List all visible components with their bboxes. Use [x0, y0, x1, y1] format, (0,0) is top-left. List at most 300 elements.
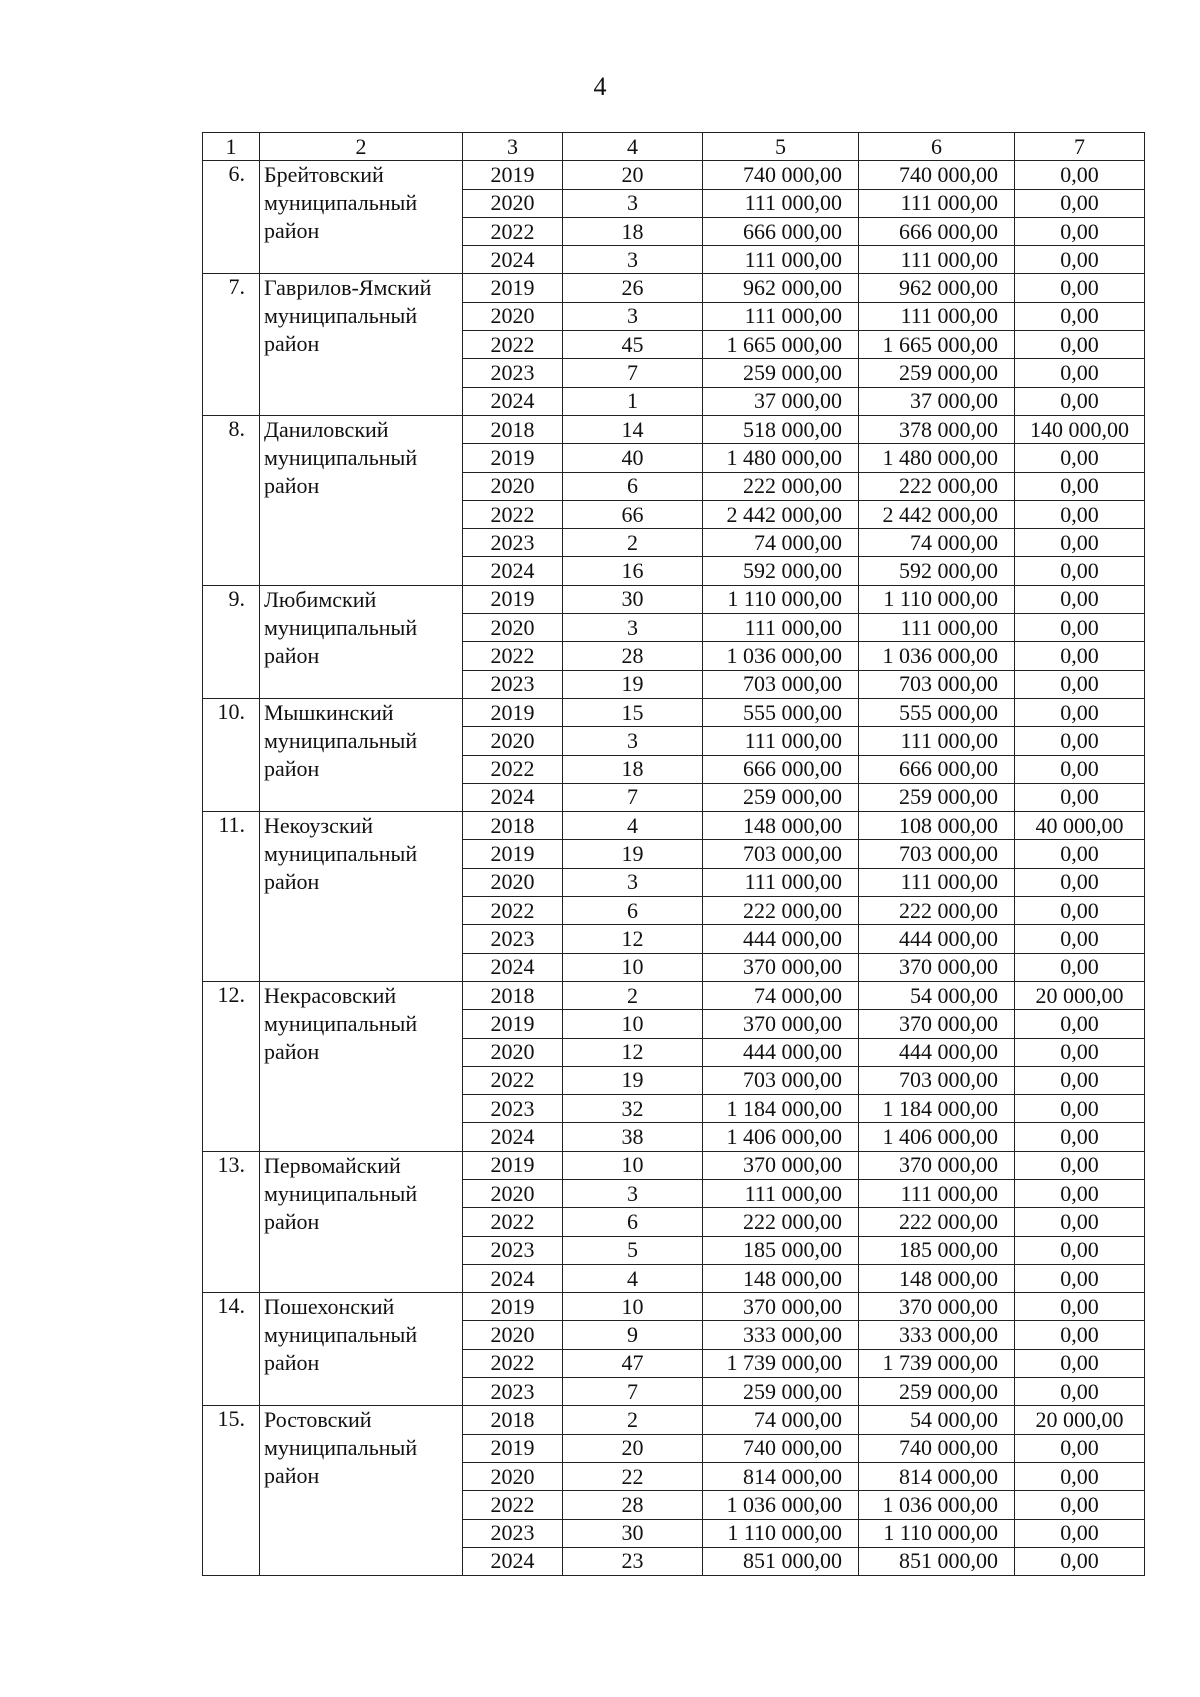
remainder-cell: 0,00	[1015, 500, 1145, 528]
year-cell: 2018	[463, 1406, 563, 1434]
amount-cell: 962 000,00	[859, 274, 1015, 302]
amount-cell: 444 000,00	[859, 925, 1015, 953]
amount-cell: 111 000,00	[859, 1179, 1015, 1207]
page-number: 4	[593, 72, 607, 101]
remainder-cell: 0,00	[1015, 529, 1145, 557]
year-cell: 2020	[463, 1038, 563, 1066]
count-cell: 3	[563, 727, 703, 755]
remainder-cell: 20 000,00	[1015, 981, 1145, 1009]
year-cell: 2023	[463, 359, 563, 387]
amount-cell: 666 000,00	[703, 217, 859, 245]
row-number: 14.	[203, 1293, 260, 1406]
remainder-cell: 0,00	[1015, 953, 1145, 981]
year-cell: 2022	[463, 642, 563, 670]
year-cell: 2023	[463, 1519, 563, 1547]
amount-cell: 444 000,00	[859, 1038, 1015, 1066]
count-cell: 45	[563, 331, 703, 359]
count-cell: 10	[563, 1293, 703, 1321]
year-cell: 2022	[463, 1349, 563, 1377]
remainder-cell: 140 000,00	[1015, 415, 1145, 443]
amount-cell: 851 000,00	[703, 1547, 859, 1575]
remainder-cell: 0,00	[1015, 755, 1145, 783]
amount-cell: 703 000,00	[703, 840, 859, 868]
year-cell: 2020	[463, 189, 563, 217]
district-name-line: район	[264, 1038, 320, 1064]
year-cell: 2019	[463, 1434, 563, 1462]
count-cell: 28	[563, 1491, 703, 1519]
amount-cell: 1 110 000,00	[859, 585, 1015, 613]
remainder-cell: 0,00	[1015, 1095, 1145, 1123]
row-number: 11.	[203, 812, 260, 982]
remainder-cell: 0,00	[1015, 444, 1145, 472]
table-row	[203, 274, 1145, 302]
year-cell: 2020	[463, 614, 563, 642]
amount-cell: 1 406 000,00	[859, 1123, 1015, 1151]
amount-cell: 444 000,00	[703, 1038, 859, 1066]
remainder-cell: 0,00	[1015, 1123, 1145, 1151]
count-cell: 7	[563, 1378, 703, 1406]
amount-cell: 111 000,00	[703, 727, 859, 755]
district-name-line: Гаврилов-Ямский	[264, 275, 432, 301]
amount-cell: 185 000,00	[859, 1236, 1015, 1264]
amount-cell: 703 000,00	[859, 670, 1015, 698]
amount-cell: 370 000,00	[703, 1151, 859, 1179]
amount-cell: 1 739 000,00	[703, 1349, 859, 1377]
count-cell: 6	[563, 897, 703, 925]
column-header: 6	[859, 133, 1015, 161]
count-cell: 7	[563, 359, 703, 387]
count-cell: 5	[563, 1236, 703, 1264]
district-name-line: район	[264, 755, 320, 781]
count-cell: 2	[563, 1406, 703, 1434]
count-cell: 19	[563, 840, 703, 868]
district-name	[260, 585, 463, 698]
amount-cell: 666 000,00	[859, 755, 1015, 783]
amount-cell: 111 000,00	[859, 614, 1015, 642]
count-cell: 6	[563, 472, 703, 500]
remainder-cell: 0,00	[1015, 925, 1145, 953]
remainder-cell: 0,00	[1015, 217, 1145, 245]
year-cell: 2024	[463, 387, 563, 415]
count-cell: 2	[563, 981, 703, 1009]
amount-cell: 1 665 000,00	[703, 331, 859, 359]
amount-cell: 111 000,00	[703, 246, 859, 274]
year-cell: 2019	[463, 840, 563, 868]
district-name-line: район	[264, 1208, 320, 1234]
amount-cell: 666 000,00	[859, 217, 1015, 245]
count-cell: 3	[563, 246, 703, 274]
amount-cell: 259 000,00	[859, 783, 1015, 811]
remainder-cell: 0,00	[1015, 1519, 1145, 1547]
count-cell: 16	[563, 557, 703, 585]
year-cell: 2022	[463, 1066, 563, 1094]
header-row	[203, 133, 1145, 161]
count-cell: 3	[563, 189, 703, 217]
amount-cell: 2 442 000,00	[859, 500, 1015, 528]
row-number: 15.	[203, 1406, 260, 1576]
amount-cell: 1 036 000,00	[703, 642, 859, 670]
amount-cell: 111 000,00	[859, 246, 1015, 274]
remainder-cell: 0,00	[1015, 670, 1145, 698]
amount-cell: 111 000,00	[859, 868, 1015, 896]
district-name	[260, 274, 463, 415]
year-cell: 2022	[463, 217, 563, 245]
count-cell: 2	[563, 529, 703, 557]
district-name-line: муниципальный	[264, 1180, 418, 1206]
district-name-line: район	[264, 642, 320, 668]
count-cell: 1	[563, 387, 703, 415]
count-cell: 30	[563, 585, 703, 613]
amount-cell: 378 000,00	[859, 415, 1015, 443]
year-cell: 2024	[463, 1123, 563, 1151]
district-name	[260, 698, 463, 811]
remainder-cell: 0,00	[1015, 1434, 1145, 1462]
amount-cell: 1 036 000,00	[859, 1491, 1015, 1519]
remainder-cell: 0,00	[1015, 472, 1145, 500]
count-cell: 12	[563, 1038, 703, 1066]
remainder-cell: 0,00	[1015, 1293, 1145, 1321]
year-cell: 2019	[463, 698, 563, 726]
remainder-cell: 0,00	[1015, 1264, 1145, 1292]
remainder-cell: 0,00	[1015, 1547, 1145, 1575]
amount-cell: 222 000,00	[703, 1208, 859, 1236]
count-cell: 15	[563, 698, 703, 726]
count-cell: 12	[563, 925, 703, 953]
year-cell: 2023	[463, 529, 563, 557]
table-row	[203, 1293, 1145, 1321]
row-number: 12.	[203, 981, 260, 1151]
remainder-cell: 0,00	[1015, 585, 1145, 613]
table-row	[203, 585, 1145, 613]
table-row	[203, 415, 1145, 443]
amount-cell: 111 000,00	[703, 614, 859, 642]
amount-cell: 148 000,00	[859, 1264, 1015, 1292]
amount-cell: 1 036 000,00	[859, 642, 1015, 670]
district-name-line: Брейтовский	[264, 162, 384, 188]
amount-cell: 54 000,00	[859, 981, 1015, 1009]
column-header: 2	[260, 133, 463, 161]
amount-cell: 1 480 000,00	[859, 444, 1015, 472]
count-cell: 10	[563, 953, 703, 981]
row-number: 8.	[203, 415, 260, 585]
remainder-cell: 0,00	[1015, 1462, 1145, 1490]
district-name	[260, 415, 463, 585]
district-name	[260, 1293, 463, 1406]
amount-cell: 962 000,00	[703, 274, 859, 302]
amount-cell: 1 110 000,00	[703, 1519, 859, 1547]
remainder-cell: 0,00	[1015, 1066, 1145, 1094]
remainder-cell: 0,00	[1015, 1010, 1145, 1038]
amount-cell: 222 000,00	[859, 472, 1015, 500]
amount-cell: 1 665 000,00	[859, 331, 1015, 359]
year-cell: 2022	[463, 1491, 563, 1519]
amount-cell: 74 000,00	[703, 1406, 859, 1434]
data-table	[202, 132, 1145, 1576]
amount-cell: 666 000,00	[703, 755, 859, 783]
year-cell: 2020	[463, 1462, 563, 1490]
count-cell: 10	[563, 1010, 703, 1038]
amount-cell: 703 000,00	[703, 670, 859, 698]
year-cell: 2022	[463, 331, 563, 359]
district-name-line: муниципальный	[264, 614, 418, 640]
district-name-line: Первомайский	[264, 1152, 401, 1178]
year-cell: 2019	[463, 274, 563, 302]
amount-cell: 2 442 000,00	[703, 500, 859, 528]
count-cell: 40	[563, 444, 703, 472]
amount-cell: 1 406 000,00	[703, 1123, 859, 1151]
year-cell: 2024	[463, 1547, 563, 1575]
table-row	[203, 1406, 1145, 1434]
year-cell: 2020	[463, 868, 563, 896]
count-cell: 14	[563, 415, 703, 443]
amount-cell: 54 000,00	[859, 1406, 1015, 1434]
amount-cell: 37 000,00	[703, 387, 859, 415]
amount-cell: 111 000,00	[703, 302, 859, 330]
district-name-line: Пошехонский	[264, 1294, 395, 1320]
district-name-line: район	[264, 218, 320, 244]
amount-cell: 370 000,00	[859, 1010, 1015, 1038]
year-cell: 2018	[463, 981, 563, 1009]
year-cell: 2024	[463, 557, 563, 585]
amount-cell: 1 480 000,00	[703, 444, 859, 472]
district-name-line: муниципальный	[264, 303, 418, 329]
district-name-line: муниципальный	[264, 1010, 418, 1036]
amount-cell: 111 000,00	[703, 868, 859, 896]
row-number: 10.	[203, 698, 260, 811]
year-cell: 2023	[463, 1236, 563, 1264]
district-name	[260, 1406, 463, 1576]
amount-cell: 1 110 000,00	[859, 1519, 1015, 1547]
district-name-line: район	[264, 472, 320, 498]
count-cell: 7	[563, 783, 703, 811]
district-name-line: Даниловский	[264, 416, 389, 442]
year-cell: 2023	[463, 1095, 563, 1123]
remainder-cell: 0,00	[1015, 868, 1145, 896]
count-cell: 9	[563, 1321, 703, 1349]
count-cell: 22	[563, 1462, 703, 1490]
remainder-cell: 0,00	[1015, 1038, 1145, 1066]
amount-cell: 222 000,00	[703, 897, 859, 925]
remainder-cell: 0,00	[1015, 331, 1145, 359]
amount-cell: 370 000,00	[859, 953, 1015, 981]
count-cell: 38	[563, 1123, 703, 1151]
year-cell: 2018	[463, 812, 563, 840]
count-cell: 19	[563, 1066, 703, 1094]
year-cell: 2022	[463, 897, 563, 925]
remainder-cell: 0,00	[1015, 387, 1145, 415]
year-cell: 2020	[463, 1179, 563, 1207]
amount-cell: 148 000,00	[703, 1264, 859, 1292]
district-name	[260, 161, 463, 274]
amount-cell: 592 000,00	[703, 557, 859, 585]
district-name-line: Ростовский	[264, 1407, 372, 1433]
count-cell: 66	[563, 500, 703, 528]
count-cell: 18	[563, 755, 703, 783]
count-cell: 3	[563, 1179, 703, 1207]
amount-cell: 370 000,00	[703, 1010, 859, 1038]
amount-cell: 444 000,00	[703, 925, 859, 953]
remainder-cell: 0,00	[1015, 698, 1145, 726]
year-cell: 2022	[463, 755, 563, 783]
amount-cell: 1 036 000,00	[703, 1491, 859, 1519]
table-row	[203, 1151, 1145, 1179]
amount-cell: 148 000,00	[703, 812, 859, 840]
district-name-line: район	[264, 331, 320, 357]
district-name-line: муниципальный	[264, 1322, 418, 1348]
amount-cell: 703 000,00	[859, 840, 1015, 868]
year-cell: 2024	[463, 246, 563, 274]
amount-cell: 222 000,00	[703, 472, 859, 500]
amount-cell: 814 000,00	[859, 1462, 1015, 1490]
amount-cell: 370 000,00	[859, 1293, 1015, 1321]
amount-cell: 703 000,00	[859, 1066, 1015, 1094]
district-name-line: Мышкинский	[264, 699, 394, 725]
year-cell: 2020	[463, 727, 563, 755]
amount-cell: 259 000,00	[859, 1378, 1015, 1406]
count-cell: 19	[563, 670, 703, 698]
remainder-cell: 0,00	[1015, 557, 1145, 585]
amount-cell: 1 110 000,00	[703, 585, 859, 613]
district-name-line: муниципальный	[264, 1435, 418, 1461]
amount-cell: 814 000,00	[703, 1462, 859, 1490]
amount-cell: 740 000,00	[859, 1434, 1015, 1462]
column-header: 7	[1015, 133, 1145, 161]
year-cell: 2024	[463, 1264, 563, 1292]
amount-cell: 518 000,00	[703, 415, 859, 443]
district-name-line: район	[264, 1350, 320, 1376]
district-name-line: муниципальный	[264, 444, 418, 470]
amount-cell: 740 000,00	[703, 1434, 859, 1462]
remainder-cell: 0,00	[1015, 1179, 1145, 1207]
year-cell: 2020	[463, 472, 563, 500]
count-cell: 20	[563, 1434, 703, 1462]
year-cell: 2022	[463, 500, 563, 528]
amount-cell: 259 000,00	[703, 359, 859, 387]
remainder-cell: 0,00	[1015, 274, 1145, 302]
year-cell: 2023	[463, 1378, 563, 1406]
count-cell: 32	[563, 1095, 703, 1123]
amount-cell: 111 000,00	[859, 189, 1015, 217]
remainder-cell: 0,00	[1015, 1378, 1145, 1406]
district-name	[260, 812, 463, 982]
amount-cell: 74 000,00	[859, 529, 1015, 557]
remainder-cell: 0,00	[1015, 246, 1145, 274]
remainder-cell: 0,00	[1015, 642, 1145, 670]
district-name-line: муниципальный	[264, 841, 418, 867]
remainder-cell: 0,00	[1015, 161, 1145, 189]
remainder-cell: 0,00	[1015, 897, 1145, 925]
amount-cell: 74 000,00	[703, 981, 859, 1009]
column-header: 5	[703, 133, 859, 161]
year-cell: 2018	[463, 415, 563, 443]
count-cell: 30	[563, 1519, 703, 1547]
year-cell: 2024	[463, 953, 563, 981]
remainder-cell: 0,00	[1015, 1151, 1145, 1179]
amount-cell: 740 000,00	[703, 161, 859, 189]
amount-cell: 259 000,00	[859, 359, 1015, 387]
amount-cell: 1 739 000,00	[859, 1349, 1015, 1377]
count-cell: 4	[563, 812, 703, 840]
remainder-cell: 0,00	[1015, 1321, 1145, 1349]
district-name-line: Любимский	[264, 586, 377, 612]
year-cell: 2022	[463, 1208, 563, 1236]
year-cell: 2023	[463, 670, 563, 698]
remainder-cell: 0,00	[1015, 727, 1145, 755]
district-name-line: Некоузский	[264, 813, 374, 839]
row-number: 9.	[203, 585, 260, 698]
amount-cell: 111 000,00	[859, 727, 1015, 755]
remainder-cell: 0,00	[1015, 1236, 1145, 1264]
amount-cell: 185 000,00	[703, 1236, 859, 1264]
year-cell: 2019	[463, 444, 563, 472]
remainder-cell: 20 000,00	[1015, 1406, 1145, 1434]
remainder-cell: 0,00	[1015, 1208, 1145, 1236]
amount-cell: 111 000,00	[703, 1179, 859, 1207]
amount-cell: 333 000,00	[859, 1321, 1015, 1349]
amount-cell: 555 000,00	[703, 698, 859, 726]
remainder-cell: 0,00	[1015, 189, 1145, 217]
year-cell: 2019	[463, 1010, 563, 1038]
district-name-line: муниципальный	[264, 727, 418, 753]
year-cell: 2019	[463, 585, 563, 613]
count-cell: 10	[563, 1151, 703, 1179]
amount-cell: 370 000,00	[703, 953, 859, 981]
amount-cell: 703 000,00	[703, 1066, 859, 1094]
count-cell: 6	[563, 1208, 703, 1236]
count-cell: 20	[563, 161, 703, 189]
remainder-cell: 0,00	[1015, 783, 1145, 811]
district-name-line: Некрасовский	[264, 982, 397, 1008]
amount-cell: 108 000,00	[859, 812, 1015, 840]
amount-cell: 851 000,00	[859, 1547, 1015, 1575]
remainder-cell: 0,00	[1015, 1349, 1145, 1377]
district-name-line: район	[264, 869, 320, 895]
district-name-line: муниципальный	[264, 190, 418, 216]
year-cell: 2019	[463, 1151, 563, 1179]
row-number: 6.	[203, 161, 260, 274]
amount-cell: 37 000,00	[859, 387, 1015, 415]
amount-cell: 259 000,00	[703, 1378, 859, 1406]
amount-cell: 111 000,00	[859, 302, 1015, 330]
amount-cell: 1 184 000,00	[859, 1095, 1015, 1123]
remainder-cell: 0,00	[1015, 614, 1145, 642]
year-cell: 2019	[463, 161, 563, 189]
year-cell: 2020	[463, 1321, 563, 1349]
count-cell: 3	[563, 614, 703, 642]
count-cell: 23	[563, 1547, 703, 1575]
amount-cell: 222 000,00	[859, 897, 1015, 925]
table-row	[203, 812, 1145, 840]
remainder-cell: 0,00	[1015, 302, 1145, 330]
amount-cell: 592 000,00	[859, 557, 1015, 585]
count-cell: 3	[563, 302, 703, 330]
district-name-line: район	[264, 1463, 320, 1489]
amount-cell: 370 000,00	[703, 1293, 859, 1321]
count-cell: 47	[563, 1349, 703, 1377]
table-row	[203, 161, 1145, 189]
district-name	[260, 981, 463, 1151]
table-row	[203, 981, 1145, 1009]
amount-cell: 1 184 000,00	[703, 1095, 859, 1123]
remainder-cell: 0,00	[1015, 1491, 1145, 1519]
year-cell: 2023	[463, 925, 563, 953]
column-header: 3	[463, 133, 563, 161]
amount-cell: 111 000,00	[703, 189, 859, 217]
remainder-cell: 0,00	[1015, 359, 1145, 387]
amount-cell: 370 000,00	[859, 1151, 1015, 1179]
count-cell: 4	[563, 1264, 703, 1292]
remainder-cell: 0,00	[1015, 840, 1145, 868]
